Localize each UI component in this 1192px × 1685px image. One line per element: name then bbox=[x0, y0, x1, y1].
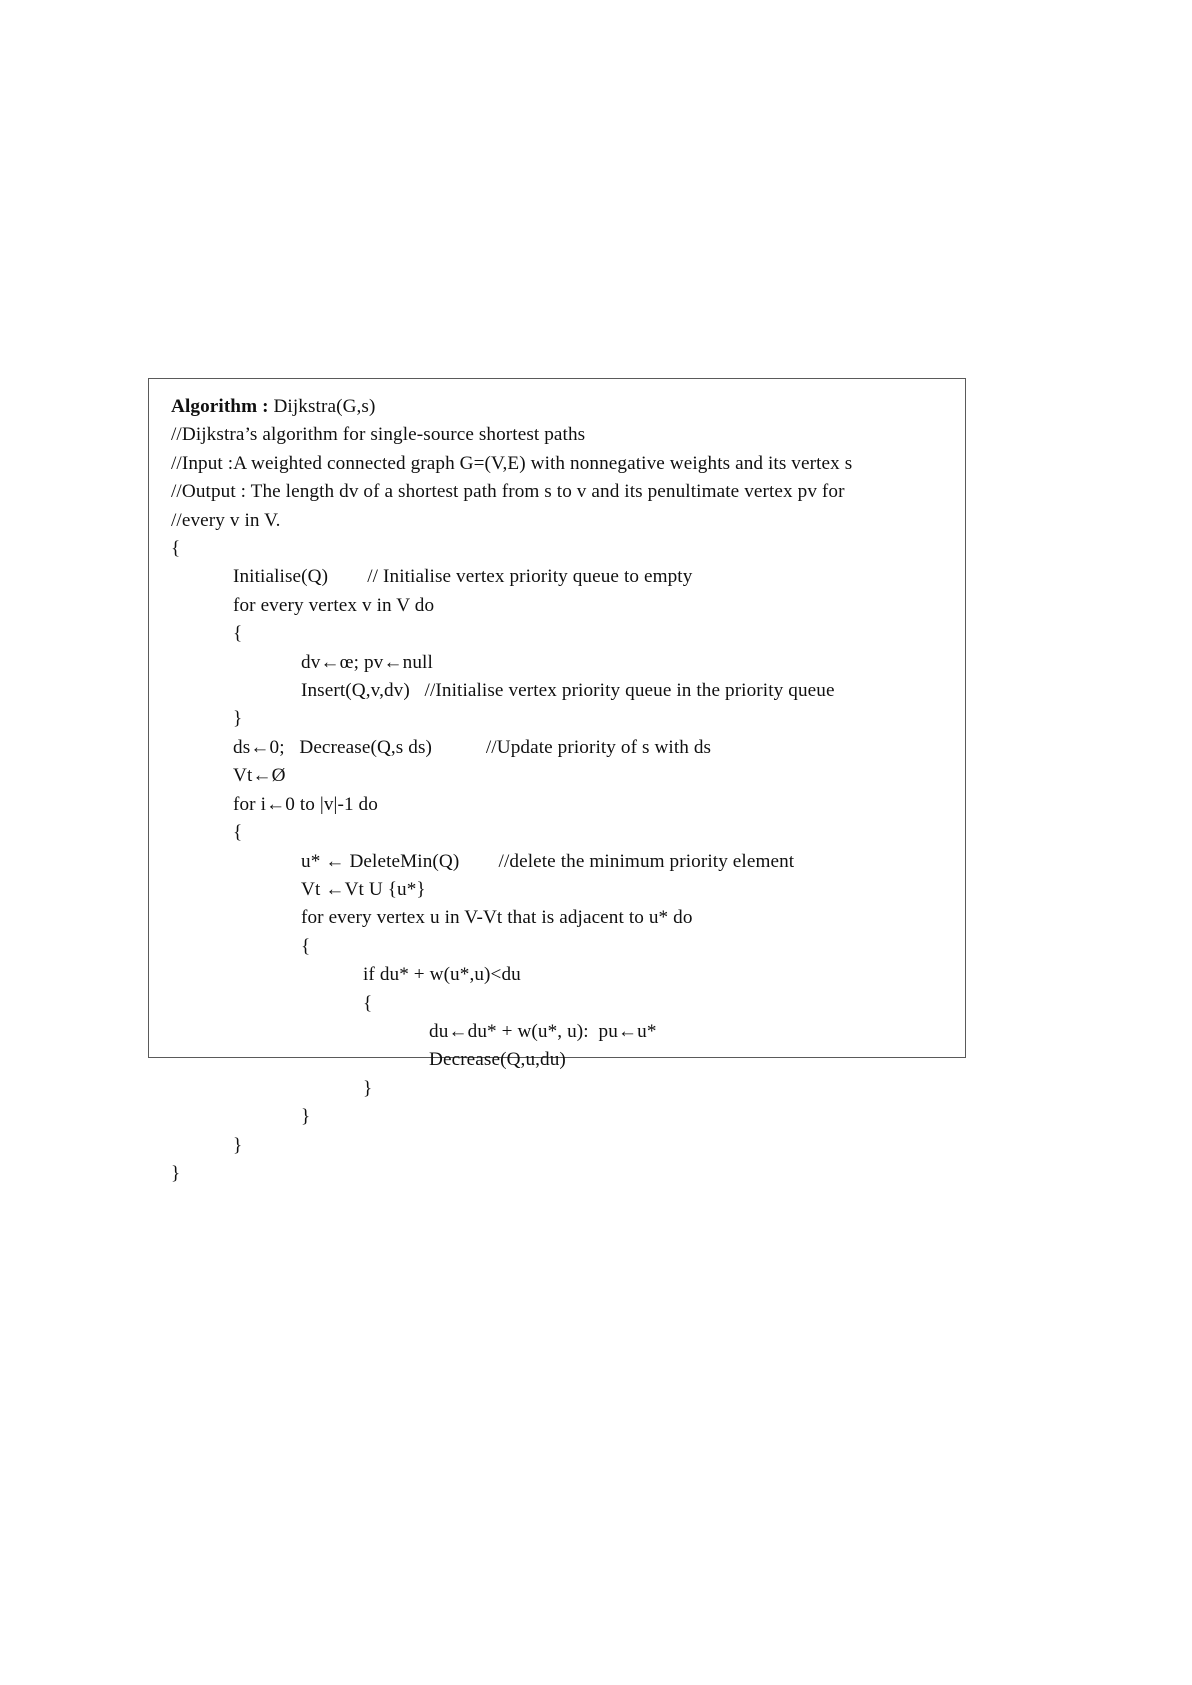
pseudocode-line: //Dijkstra’s algorithm for single-source shortest paths bbox=[171, 424, 586, 446]
pseudocode-line: } bbox=[171, 1162, 181, 1184]
pseudocode-line: du←du* + w(u*, u): pu←u* bbox=[429, 1020, 657, 1042]
pseudocode-line: Initialise(Q) // Initialise vertex priority queue to empty bbox=[233, 566, 693, 588]
pseudocode-line: { bbox=[171, 538, 181, 560]
pseudocode-line: for every vertex v in V do bbox=[233, 594, 435, 616]
pseudocode-line: u* ← DeleteMin(Q) //delete the minimum priority element bbox=[301, 850, 795, 872]
pseudocode-line: Vt ←Vt U {u*} bbox=[301, 878, 426, 900]
pseudocode-line: //Input :A weighted connected graph G=(V,E) with nonnegative weights and its vertex s bbox=[171, 452, 853, 474]
pseudocode-line: dv←œ; pv←null bbox=[301, 651, 433, 673]
pseudocode-line: } bbox=[301, 1106, 311, 1128]
algorithm-pseudocode-box bbox=[148, 378, 966, 1184]
pseudocode-listing bbox=[149, 389, 965, 1188]
pseudocode-line: //Output : The length dv of a shortest path from s to v and its penultimate vertex pv for bbox=[171, 481, 845, 503]
pseudocode-line: { bbox=[301, 935, 311, 957]
algorithm-header-label: Algorithm : bbox=[171, 396, 269, 417]
pseudocode-line: if du* + w(u*,u)<du bbox=[363, 964, 521, 986]
pseudocode-line: } bbox=[233, 1134, 243, 1156]
pseudocode-line: { bbox=[363, 992, 373, 1014]
algorithm-header-signature: Dijkstra(G,s) bbox=[268, 396, 376, 417]
pseudocode-line: Decrease(Q,u,du) bbox=[429, 1049, 566, 1071]
pseudocode-line: Insert(Q,v,dv) //Initialise vertex priority queue in the priority queue bbox=[301, 680, 835, 702]
pseudocode-line: for every vertex u in V-Vt that is adjacent to u* do bbox=[301, 907, 693, 929]
pseudocode-line: for i←0 to |v|-1 do bbox=[233, 793, 378, 815]
pseudocode-line: { bbox=[233, 623, 243, 645]
pseudocode-line: } bbox=[233, 708, 243, 730]
algorithm-header-line bbox=[171, 393, 951, 421]
pseudocode-line: //every v in V. bbox=[171, 509, 281, 531]
pseudocode-line: Vt←Ø bbox=[233, 765, 286, 787]
pseudocode-line: ds←0; Decrease(Q,s ds) //Update priority of s with ds bbox=[233, 736, 712, 758]
pseudocode-lines-container bbox=[171, 421, 951, 1188]
pseudocode-line: } bbox=[363, 1077, 373, 1099]
pseudocode-line: { bbox=[233, 822, 243, 844]
